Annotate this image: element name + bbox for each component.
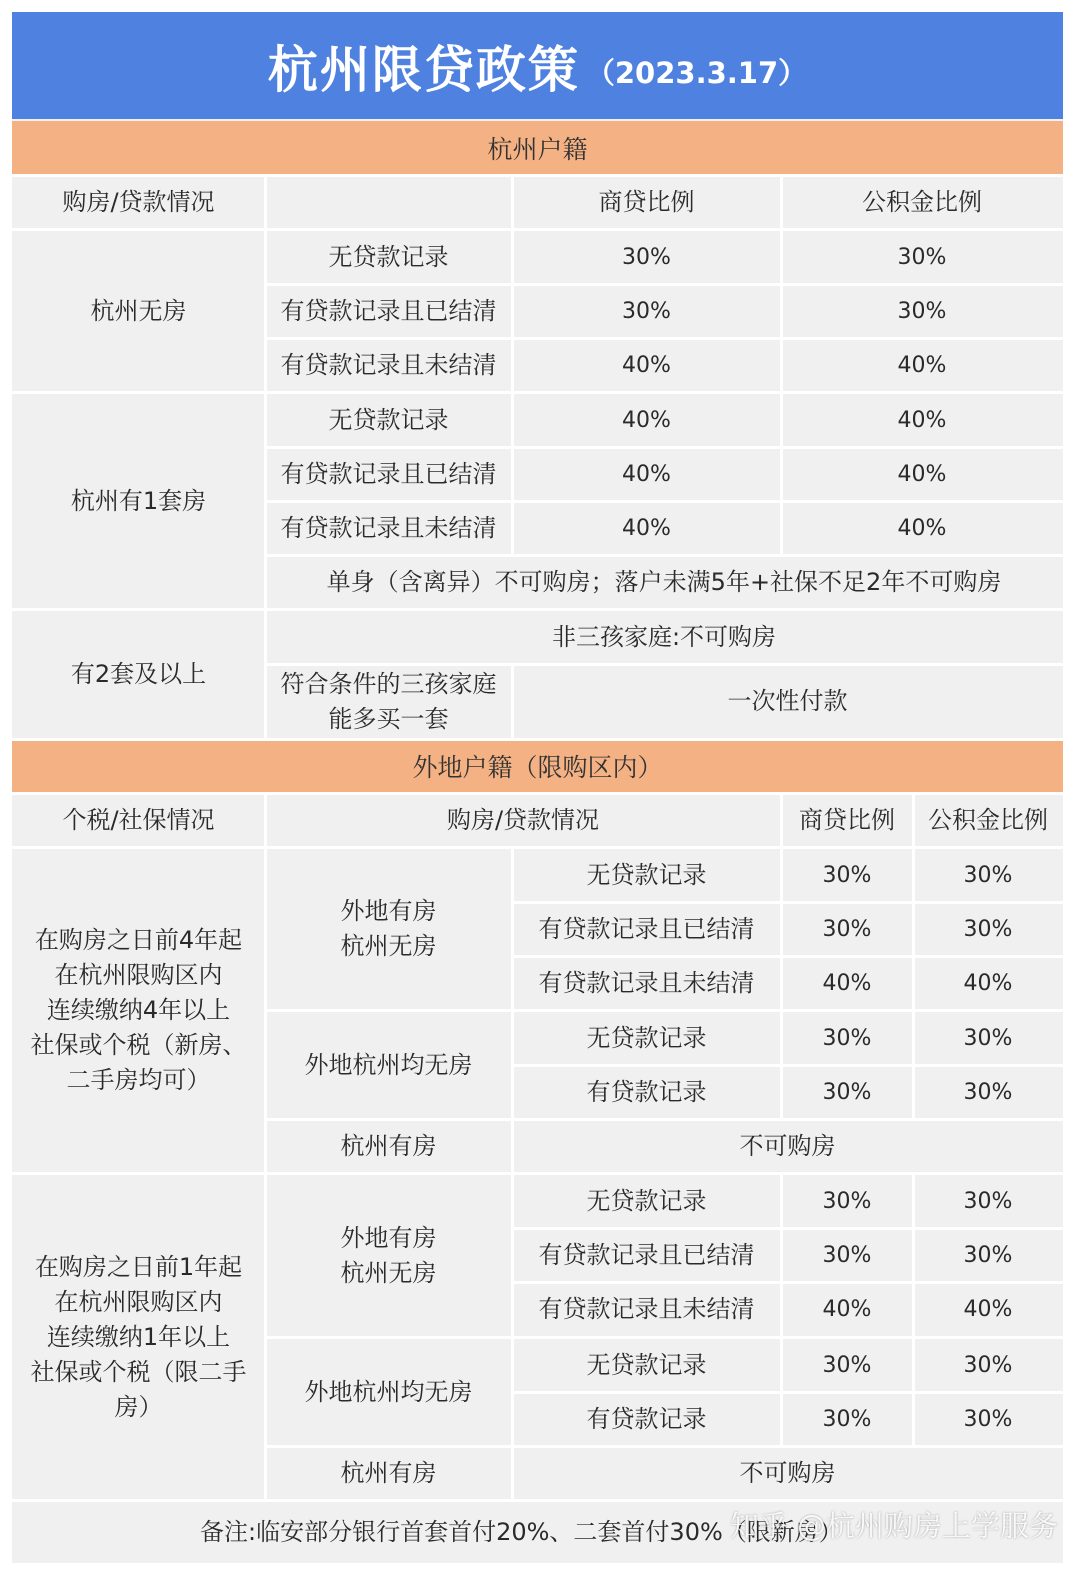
title-date: （2023.3.17）	[585, 56, 808, 90]
header-commercial: 商贷比例	[598, 188, 695, 216]
commercial-ratio-cell: 40%	[822, 970, 872, 996]
fund-ratio-cell: 30%	[963, 916, 1013, 942]
section-title: 杭州户籍	[487, 135, 588, 164]
sub-label-hangzhou-house: 杭州有房	[340, 1459, 437, 1487]
sub-label-hangzhou-house: 杭州有房	[340, 1132, 437, 1160]
commercial-ratio-cell: 30%	[822, 1352, 872, 1378]
commercial-ratio-cell: 30%	[822, 862, 872, 888]
fund-ratio-cell: 30%	[963, 1242, 1013, 1268]
grid-line	[780, 848, 783, 1119]
condition-cell: 有贷款记录且未结清	[280, 350, 497, 379]
footnote: 备注:临安部分银行首套首付20%、二套首付30%（限新房）	[200, 1517, 843, 1546]
fund-ratio-cell: 40%	[963, 1297, 1013, 1322]
commercial-ratio-cell: 40%	[622, 407, 671, 433]
fund-ratio-cell: 30%	[897, 298, 947, 324]
group-label-no-house: 杭州无房	[90, 296, 187, 325]
grid-line	[265, 1009, 1063, 1012]
condition-cell: 无贷款记录	[586, 1186, 707, 1215]
grid-line	[512, 1064, 1063, 1067]
fund-ratio-cell: 40%	[897, 515, 947, 541]
cannot-buy-cell: 不可购房	[739, 1459, 836, 1487]
grid-line	[511, 176, 514, 229]
grid-line	[12, 738, 1063, 741]
grid-line	[12, 846, 1063, 849]
fund-ratio-cell: 30%	[963, 1079, 1013, 1105]
grid-line	[265, 500, 1063, 503]
grid-line	[912, 848, 915, 1119]
condition-cell: 有贷款记录	[586, 1077, 707, 1106]
commercial-ratio-cell: 30%	[822, 1025, 872, 1051]
commercial-ratio-cell: 40%	[622, 461, 671, 487]
policy-table	[12, 12, 1063, 1563]
commercial-ratio-cell: 30%	[822, 1079, 872, 1105]
grid-line	[12, 391, 1063, 394]
sub-label-elsewhere-house: 外地有房 杭州无房	[340, 897, 437, 960]
one-time-payment: 一次性付款	[727, 687, 848, 715]
grid-line	[265, 337, 1063, 340]
cannot-buy-cell: 不可购房	[739, 1132, 836, 1160]
grid-line	[512, 1281, 1063, 1284]
grid-line	[512, 1227, 1063, 1230]
grid-line	[265, 1445, 1063, 1448]
fund-ratio-cell: 40%	[963, 970, 1013, 996]
grid-line	[780, 1174, 783, 1446]
commercial-ratio-cell: 40%	[622, 515, 671, 541]
condition-cell: 无贷款记录	[586, 1350, 707, 1379]
condition-cell: 有贷款记录且已结清	[538, 1240, 755, 1269]
grid-line	[912, 1174, 915, 1446]
commercial-ratio-cell: 30%	[622, 244, 671, 270]
header-fund: 公积金比例	[928, 806, 1048, 834]
grid-line	[780, 230, 783, 555]
grid-line	[12, 792, 1063, 795]
grid-line	[780, 176, 783, 229]
three-child-rule: 符合条件的三孩家庭 能多买一套	[280, 669, 497, 733]
condition-cell: 有贷款记录且已结清	[280, 459, 497, 488]
one-house-note: 单身（含离异）不可购房；落户未满5年+社保不足2年不可购房	[326, 567, 1002, 596]
non-three-child-rule: 非三孩家庭:不可购房	[551, 622, 777, 651]
section-hangzhou-hukou	[12, 121, 1063, 175]
grid-line	[12, 608, 1063, 611]
tax-condition-1-year: 在购房之日前1年起 在杭州限购区内 连续缴纳1年以上 社保或个税（限二手 房）	[30, 1252, 247, 1421]
commercial-ratio-cell: 30%	[822, 1242, 872, 1268]
header-tax: 个税/社保情况	[62, 806, 215, 834]
grid-line	[512, 901, 1063, 904]
page-title: 杭州限贷政策	[267, 40, 580, 99]
condition-cell: 有贷款记录且未结清	[280, 513, 497, 542]
condition-cell: 无贷款记录	[586, 1023, 707, 1052]
grid-line	[12, 1499, 1063, 1502]
commercial-ratio-cell: 30%	[822, 1406, 872, 1432]
condition-cell: 无贷款记录	[328, 405, 449, 434]
condition-cell: 有贷款记录	[586, 1404, 707, 1433]
section-title: 外地户籍（限购区内）	[412, 753, 663, 782]
fund-ratio-cell: 30%	[963, 1406, 1013, 1432]
grid-line	[265, 663, 1063, 666]
condition-cell: 无贷款记录	[328, 242, 449, 271]
grid-line	[511, 230, 514, 555]
zhihu-watermark: 知乎 @杭州购房上学服务	[729, 1509, 1058, 1543]
condition-cell: 有贷款记录且未结清	[538, 1295, 755, 1323]
tax-condition-4-years: 在购房之日前4年起 在杭州限购区内 连续缴纳4年以上 社保或个税（新房、 二手房均可）	[30, 926, 247, 1094]
fund-ratio-cell: 30%	[963, 1025, 1013, 1051]
fund-ratio-cell: 40%	[897, 461, 947, 487]
header-commercial: 商贷比例	[799, 806, 895, 834]
grid-line	[265, 554, 1063, 557]
commercial-ratio-cell: 40%	[622, 352, 671, 378]
condition-cell: 有贷款记录且未结清	[538, 968, 755, 997]
header-fund: 公积金比例	[862, 188, 982, 216]
sub-label-no-house-anywhere: 外地杭州均无房	[304, 1050, 473, 1079]
section-nonlocal-hukou	[12, 739, 1063, 793]
group-label-one-house: 杭州有1套房	[70, 486, 207, 515]
grid-line	[265, 446, 1063, 449]
grid-line	[264, 230, 267, 738]
condition-cell: 有贷款记录且已结清	[538, 914, 755, 943]
grid-line	[912, 794, 915, 847]
grid-line	[12, 1172, 1063, 1175]
fund-ratio-cell: 30%	[897, 244, 947, 270]
header-situation: 购房/贷款情况	[446, 806, 600, 834]
sub-label-elsewhere-house: 外地有房 杭州无房	[340, 1223, 437, 1287]
group-label-two-plus: 有2套及以上	[70, 659, 207, 688]
grid-line	[265, 1118, 1063, 1121]
grid-line	[265, 1336, 1063, 1339]
grid-line	[511, 665, 514, 738]
grid-line	[265, 283, 1063, 286]
grid-line	[264, 794, 267, 1500]
grid-line	[512, 1391, 1063, 1394]
grid-line	[780, 794, 783, 847]
commercial-ratio-cell: 30%	[822, 916, 872, 942]
title-banner	[12, 12, 1063, 119]
condition-cell: 无贷款记录	[586, 860, 707, 889]
fund-ratio-cell: 30%	[963, 1188, 1013, 1214]
grid-line	[264, 176, 267, 229]
fund-ratio-cell: 30%	[963, 862, 1013, 888]
fund-ratio-cell: 40%	[897, 352, 947, 378]
grid-line	[511, 848, 514, 1500]
grid-line	[12, 228, 1063, 231]
fund-ratio-cell: 40%	[897, 407, 947, 433]
condition-cell: 有贷款记录且已结清	[280, 296, 497, 325]
fund-ratio-cell: 30%	[963, 1352, 1013, 1378]
grid-line	[12, 174, 1063, 177]
header-situation: 购房/贷款情况	[62, 188, 215, 216]
commercial-ratio-cell: 30%	[622, 298, 671, 324]
sub-label-no-house-anywhere: 外地杭州均无房	[304, 1377, 473, 1406]
commercial-ratio-cell: 40%	[822, 1297, 872, 1322]
grid-line	[512, 955, 1063, 958]
commercial-ratio-cell: 30%	[822, 1188, 872, 1214]
